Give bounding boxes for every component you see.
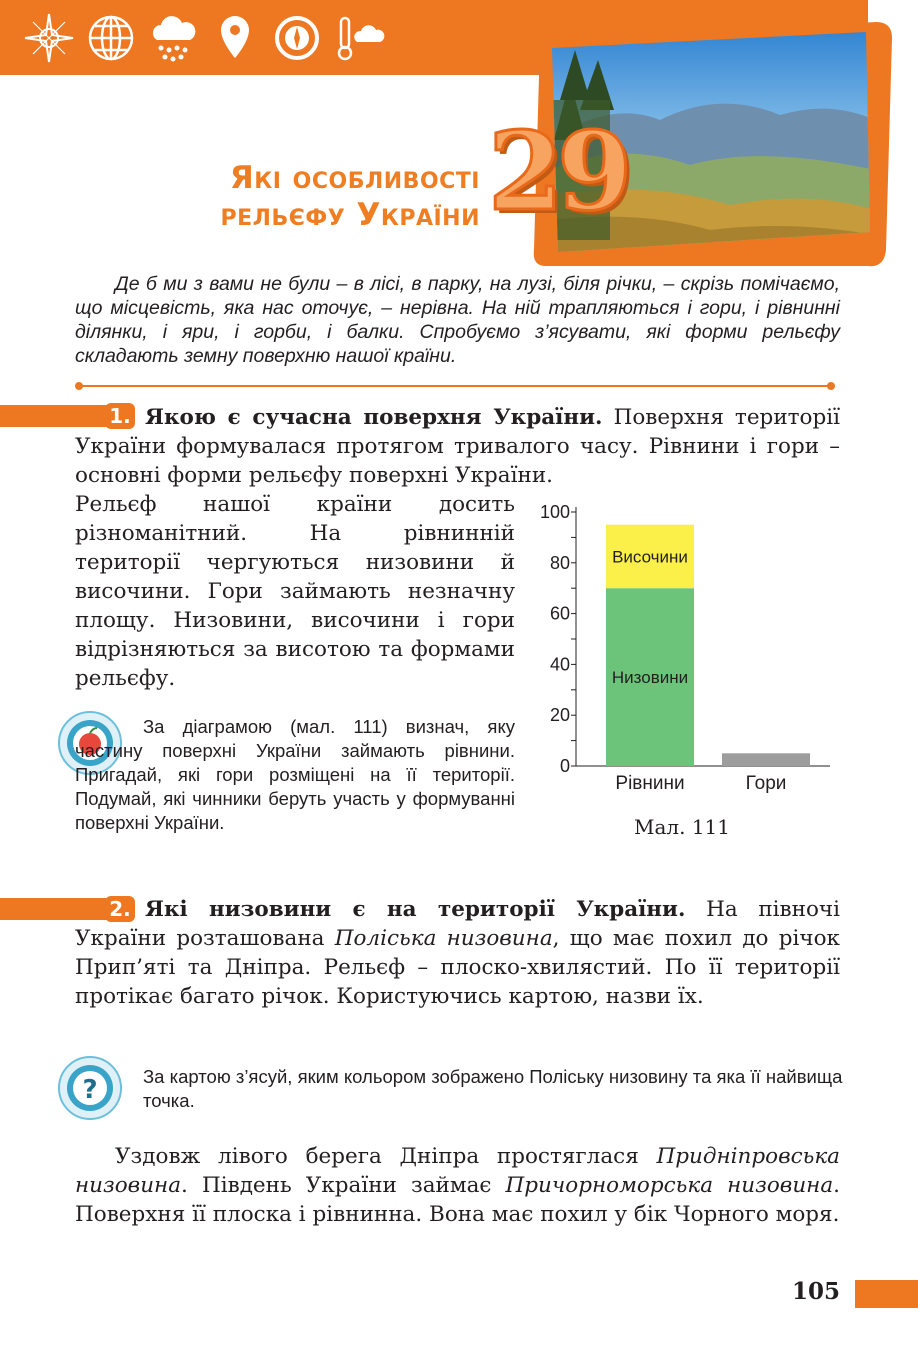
thermometer-cloud-icon: [328, 8, 390, 68]
section-1-paragraph: [75, 403, 840, 490]
bar-segment: [722, 753, 810, 766]
y-tick-label: 100: [539, 502, 570, 522]
section-1-text-left: Рельєф нашої країни досить різноманітний. На рівнинній території чергуються низовини й височини. Гори займають незначну площу. Низовини, височини і гори відрізняються за висотою та формами рельєфу.: [75, 492, 515, 691]
y-tick-label: 40: [549, 654, 570, 675]
paragraph-3: [75, 1142, 840, 1229]
task-1-text: За діаграмою (мал. 111) визнач, яку частину поверхні України займають рівнини. Пригадай, які гори розміщені на її території. Подумай, які чинники беруть участь у формуванні поверхні України.: [75, 716, 515, 833]
task-2-text: За картою з’ясуй, яким кольором зображено Поліську низовину та яка її найвища точка.: [143, 1066, 843, 1111]
term-prydniprovska: Придніпровська низовина: [75, 1144, 840, 1198]
segment-label: Низовини: [611, 668, 689, 688]
page-number: 105: [792, 1278, 841, 1305]
term-prychornomorska: Причорноморська низовина: [505, 1173, 834, 1198]
title-line-1: Які особливості: [229, 160, 480, 196]
section-2-text-b: , що має похил до річок Прип’яті та Дніпра. Рельєф – плоско-хвилястий. По її території протікає багато річок. Користуючись картою, назви їх.: [75, 926, 840, 1009]
section-1-number: 1.: [105, 403, 135, 429]
chart-caption: Мал. 111: [634, 815, 730, 839]
term-polissia: Поліська низовина: [334, 926, 553, 951]
para-3-text-c: . Поверхня її плоска і рівнинна. Вона має похил у бік Чорного моря.: [75, 1173, 840, 1227]
divider: [75, 382, 835, 390]
section-1-text-top: Поверхня території України формувалася протягом тривалого часу. Рівнини і гори – основні форми рельєфу поверхні України.: [75, 405, 841, 488]
lesson-number: 29: [488, 109, 627, 235]
section-1-heading: Якою є сучасна поверхня України.: [145, 405, 603, 430]
category-label: Рівнини: [615, 773, 685, 794]
section-2-paragraph: [75, 895, 840, 1011]
y-tick-label: 20: [549, 705, 570, 726]
y-tick-label: 80: [549, 552, 570, 573]
category-label: Гори: [745, 773, 787, 794]
compass-rose-icon: [18, 8, 80, 68]
question-icon: [57, 1055, 123, 1121]
rain-cloud-icon: [142, 8, 204, 68]
globe-icon: [80, 8, 142, 68]
page-number-bar: [855, 1280, 918, 1308]
compass-icon: [266, 8, 328, 68]
header-icons: [18, 8, 390, 68]
para-3-text-a: Уздовж лівого берега Дніпра простяглася: [115, 1144, 657, 1169]
section-2-text-a: На півночі України розташована: [75, 897, 840, 951]
section-2-number: 2.: [105, 896, 135, 922]
section-2-heading: Які низовини є на території України.: [145, 897, 686, 922]
y-tick-label: 0: [559, 756, 570, 776]
segment-label: Височини: [612, 547, 688, 567]
svg-text:?: ?: [82, 1075, 98, 1105]
lesson-title: [130, 160, 480, 234]
para-3-text-b: . Південь України займає: [181, 1173, 506, 1198]
relief-bar-chart: [528, 495, 848, 805]
title-line-2: рельєфу України: [220, 197, 480, 233]
y-tick-label: 60: [549, 603, 570, 624]
intro-text: Де б ми з вами не були – в лісі, в парку, на лузі, біля річки, – скрізь помічаємо, що місцевість, яка нас оточує, – нерівна. На ній трапляються і гори, і рівнинні ділянки, і яри, і горби, і балки. Спробуємо з’ясувати, які форми рельєфу складають земну поверхню нашої країни.: [75, 273, 840, 367]
location-pin-icon: [204, 8, 266, 68]
